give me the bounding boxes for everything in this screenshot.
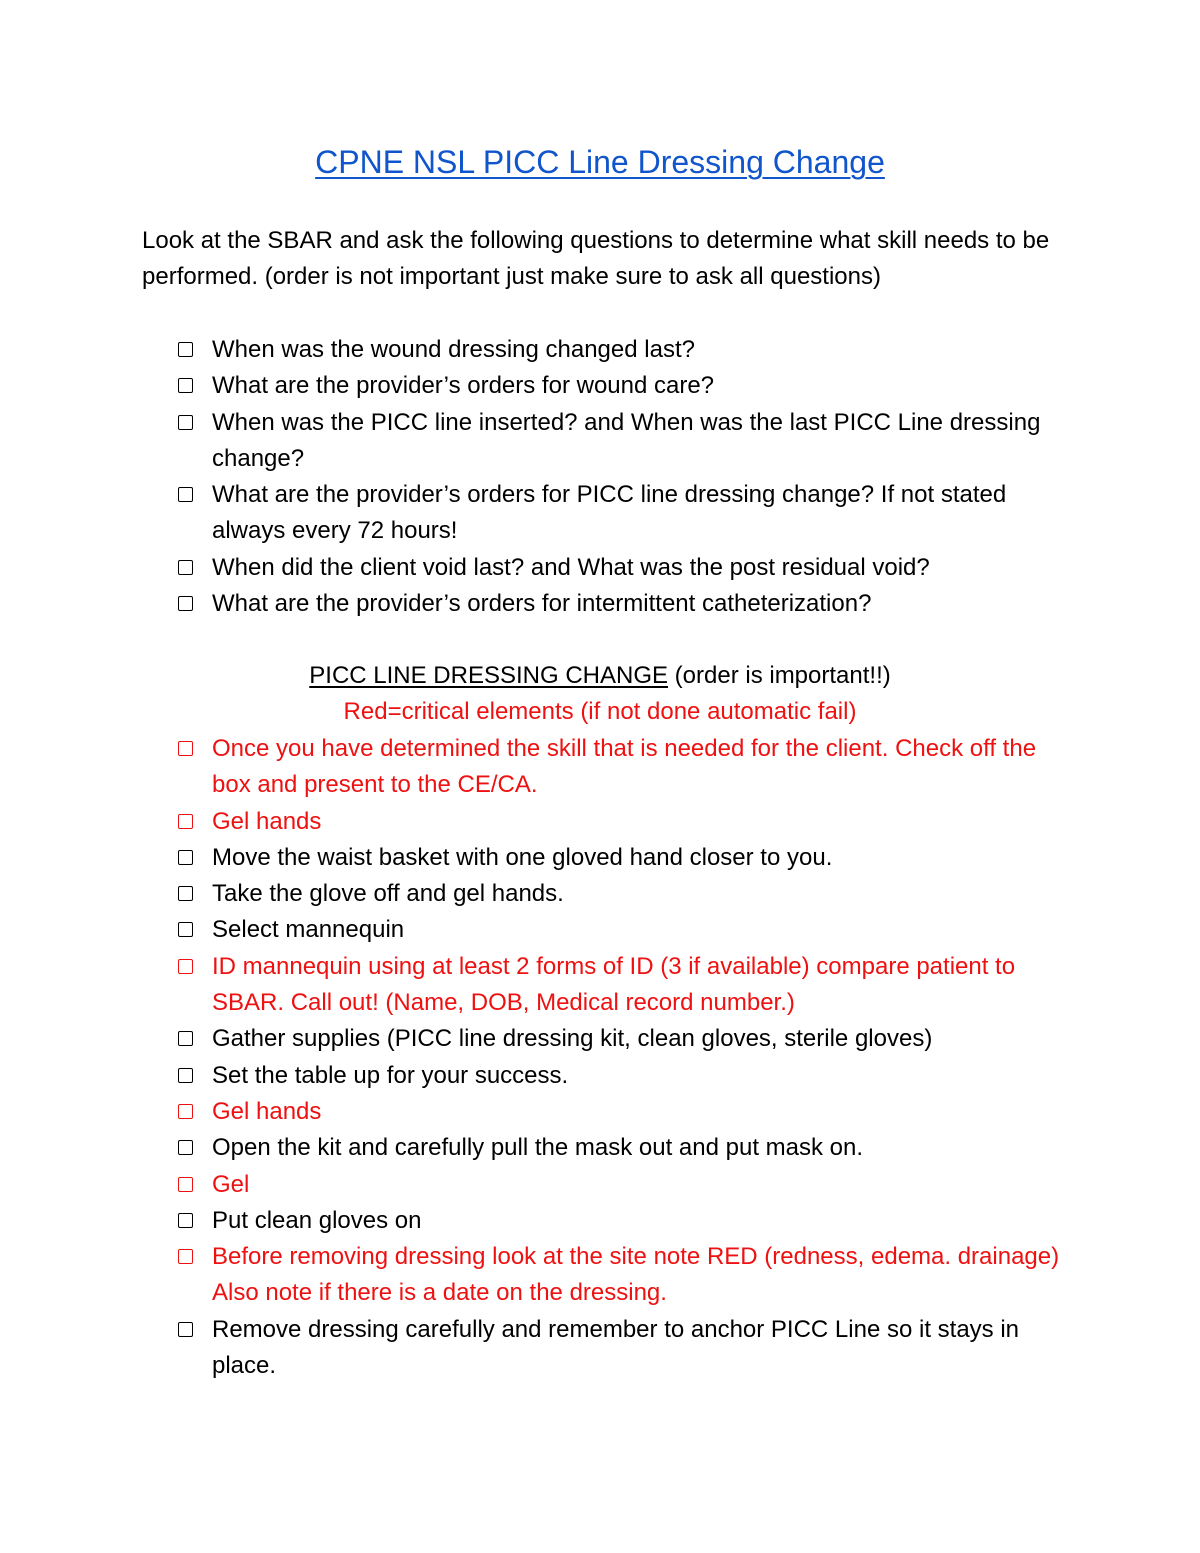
question-text: What are the provider’s orders for PICC line dressing change? If not stated always every 72 hours! (212, 481, 1007, 545)
step-text: Before removing dressing look at the site note RED (redness, edema. drainage) Also note if there is a date on the dressing. (212, 1243, 1060, 1307)
checkbox[interactable] (178, 378, 193, 393)
checkbox[interactable] (178, 850, 193, 865)
question-item (178, 405, 1078, 478)
checkbox[interactable] (178, 1140, 193, 1155)
checkbox[interactable] (178, 596, 193, 611)
checkbox[interactable] (178, 886, 193, 901)
step-item (178, 804, 1078, 840)
step-text: Select mannequin (212, 916, 405, 944)
checkbox[interactable] (178, 1068, 193, 1083)
checkbox[interactable] (178, 342, 193, 357)
document-title[interactable]: CPNE NSL PICC Line Dressing Change (315, 144, 885, 180)
step-text: Move the waist basket with one gloved hand closer to you. (212, 843, 833, 871)
steps-checklist (178, 731, 1078, 1384)
question-checklist (178, 332, 1078, 622)
question-item (178, 368, 1078, 404)
section-heading-note: (order is important!!) (668, 662, 891, 689)
step-text: Once you have determined the skill that is needed for the client. Check off the box and present to the CE/CA. (212, 735, 1037, 799)
question-text: When was the wound dressing changed last? (212, 336, 695, 363)
step-item (178, 1094, 1078, 1130)
critical-legend: Red=critical elements (if not done automatic fail) (343, 698, 857, 725)
step-text: Remove dressing carefully and remember to anchor PICC Line so it stays in place. (212, 1315, 1020, 1380)
checkbox[interactable] (178, 1213, 193, 1228)
checkbox[interactable] (178, 415, 193, 430)
step-item (178, 840, 1078, 876)
checkbox[interactable] (178, 959, 193, 974)
step-text: Take the glove off and gel hands. (212, 880, 564, 908)
question-item (178, 586, 1078, 622)
checkbox[interactable] (178, 487, 193, 502)
checkbox[interactable] (178, 814, 193, 829)
checkbox[interactable] (178, 1031, 193, 1046)
question-text: What are the provider’s orders for wound care? (212, 372, 715, 400)
step-text: Gel hands (212, 1097, 322, 1125)
intro-paragraph: Look at the SBAR and ask the following questions to determine what skill needs to be performed. (order is not important just make sure to ask all questions) (142, 227, 1050, 290)
step-item (178, 1130, 1078, 1166)
question-item (178, 332, 1078, 368)
step-text: Gather supplies (PICC line dressing kit, clean gloves, sterile gloves) (212, 1025, 933, 1053)
step-item (178, 876, 1078, 912)
step-item (178, 912, 1078, 948)
section-heading (0, 658, 1200, 694)
question-text: When did the client void last? and What was the post residual void? (212, 553, 930, 581)
step-text: Open the kit and carefully pull the mask out and put mask on. (212, 1134, 864, 1162)
checkbox[interactable] (178, 922, 193, 937)
question-text: When was the PICC line inserted? and When was the last PICC Line dressing change? (212, 408, 1041, 472)
step-item (178, 1312, 1078, 1385)
checkbox[interactable] (178, 560, 193, 575)
step-item (178, 1167, 1078, 1203)
checkbox[interactable] (178, 1249, 193, 1264)
checkbox[interactable] (178, 1322, 193, 1337)
step-text: ID mannequin using at least 2 forms of ID (3 if available) compare patient to SBAR. Call out! (Name, DOB, Medical record number.) (212, 952, 1016, 1017)
step-text: Set the table up for your success. (212, 1061, 569, 1089)
step-text: Gel hands (212, 807, 322, 835)
checkbox[interactable] (178, 1177, 193, 1192)
section-heading-title: PICC LINE DRESSING CHANGE (309, 662, 668, 689)
step-item (178, 1239, 1078, 1312)
step-text: Gel (212, 1170, 250, 1198)
checkbox[interactable] (178, 741, 193, 756)
question-text: What are the provider’s orders for intermittent catheterization? (212, 590, 872, 618)
step-item (178, 1058, 1078, 1094)
question-item (178, 477, 1078, 550)
step-item (178, 1021, 1078, 1057)
checkbox[interactable] (178, 1104, 193, 1119)
step-item (178, 731, 1078, 804)
step-item (178, 1203, 1078, 1239)
step-text: Put clean gloves on (212, 1206, 422, 1234)
question-item (178, 550, 1078, 586)
step-item (178, 949, 1078, 1022)
